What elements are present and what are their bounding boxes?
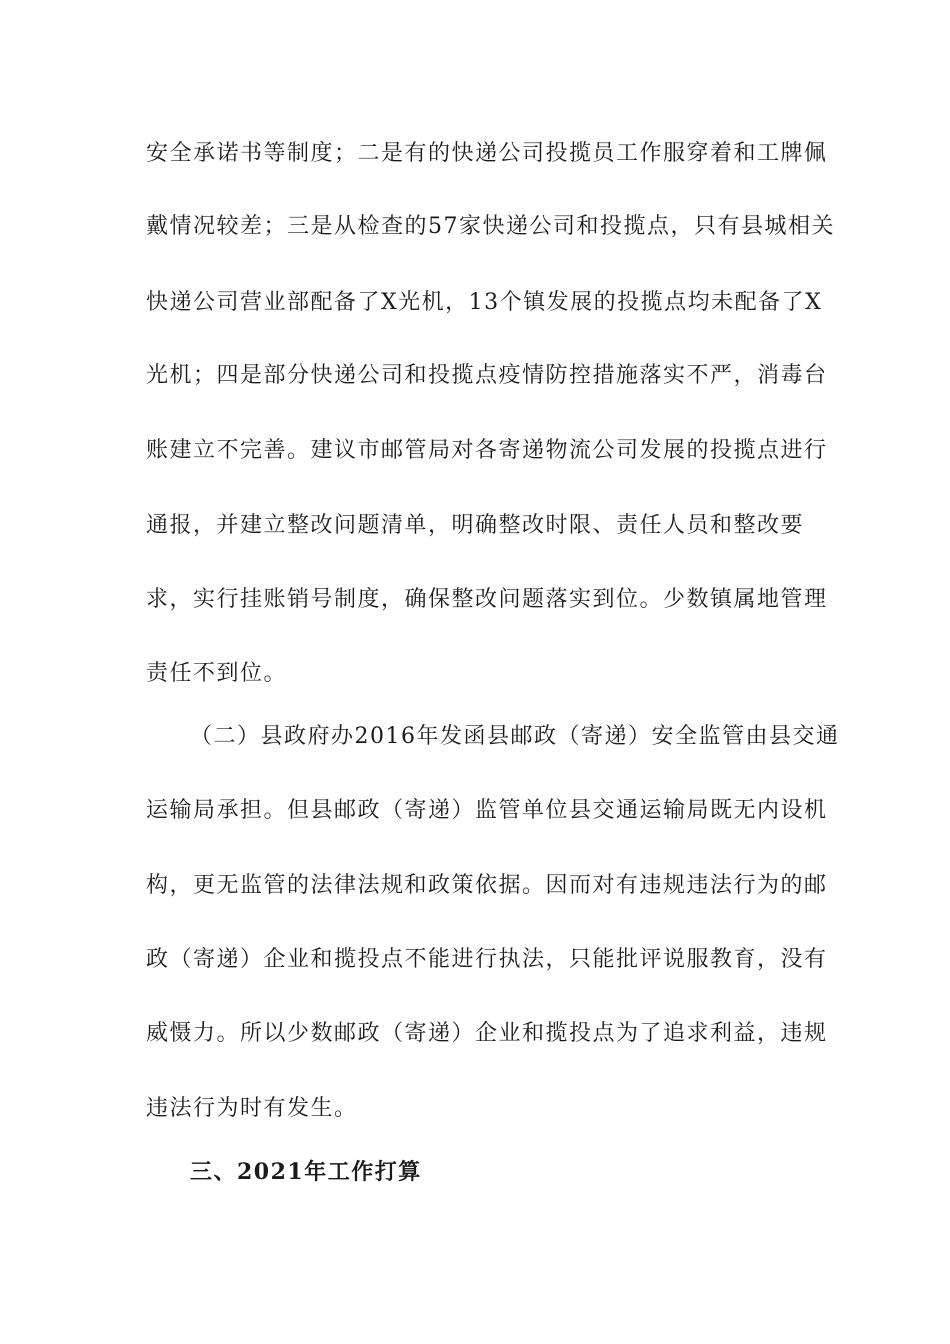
paragraph-line: 威慑力。所以少数邮政（寄递）企业和揽投点为了追求利益，违规 <box>146 1021 828 1046</box>
paragraph-line: 戴情况较差；三是从检查的57家快递公司和投揽点，只有县城相关 <box>146 214 835 239</box>
paragraph-line: 求，实行挂账销号制度，确保整改问题落实到位。少数镇属地管理 <box>146 587 828 612</box>
paragraph-line: 运输局承担。但县邮政（寄递）监管单位县交通运输局既无内设机 <box>146 798 828 823</box>
paragraph-line: 通报，并建立整改问题清单，明确整改时限、责任人员和整改要 <box>146 513 805 538</box>
paragraph-line: 账建立不完善。建议市邮管局对各寄递物流公司发展的投揽点进行 <box>146 438 828 463</box>
paragraph-line: 违法行为时有发生。 <box>146 1096 358 1121</box>
paragraph-line: 快递公司营业部配备了X光机，13个镇发展的投揽点均未配备了X <box>146 290 823 315</box>
section-heading: 三、2021年工作打算 <box>190 1159 422 1185</box>
paragraph-line: 安全承诺书等制度；二是有的快递公司投揽员工作服穿着和工牌佩 <box>146 141 828 166</box>
paragraph-line: 光机；四是部分快递公司和投揽点疫情防控措施落实不严，消毒台 <box>146 363 828 388</box>
paragraph-line: 政（寄递）企业和揽投点不能进行执法，只能批评说服教育，没有 <box>146 947 828 972</box>
paragraph-line: 责任不到位。 <box>146 661 288 686</box>
paragraph-line: （二）县政府办2016年发函县邮政（寄递）安全监管由县交通 <box>190 724 840 749</box>
paragraph-line: 构，更无监管的法律法规和政策依据。因而对有违规违法行为的邮 <box>146 873 828 898</box>
